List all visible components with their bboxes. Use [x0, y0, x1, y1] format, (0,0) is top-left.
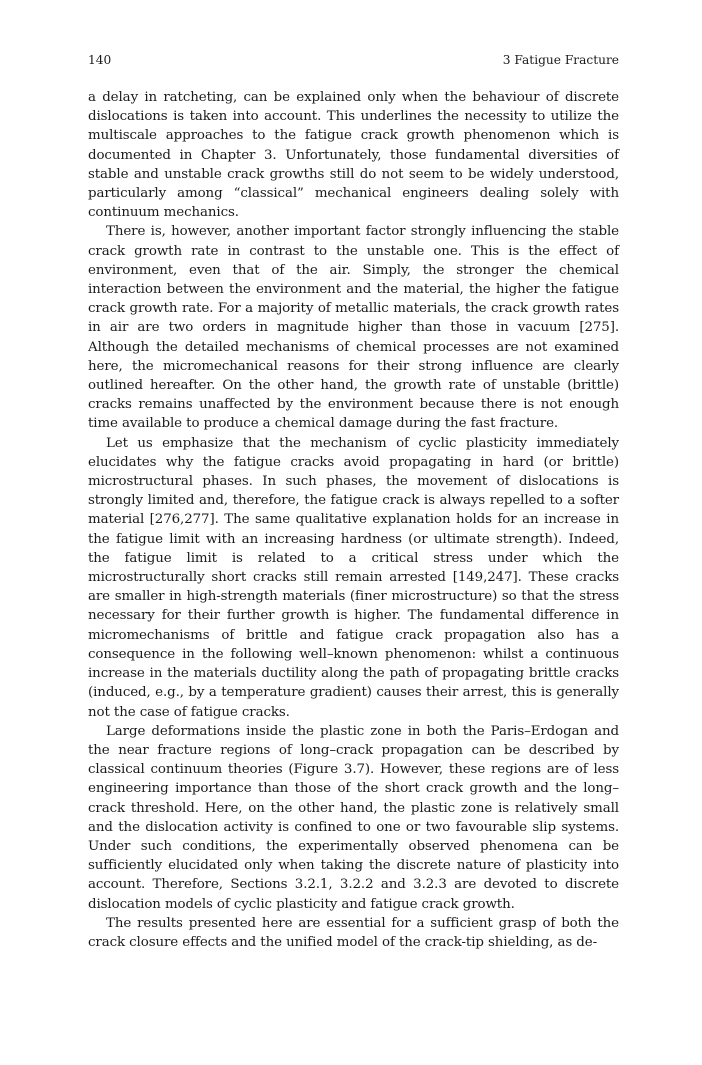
chapter-title: 3 Fatigue Fracture [502, 53, 619, 67]
book-page [88, 52, 619, 952]
running-head [88, 52, 619, 68]
page-number: 140 [88, 53, 112, 67]
paragraph-environment-effect: There is, however, another important factor strongly influencing the stable crack growth rate in contrast to the unstable one. This is the effect of environment, even that of the air. Simply, the stronger the chemical interaction between the environment and the material, the higher the fatigue crack growth rate. For a majority of metallic materials, the crack growth rates in air are two orders in magnitude higher than those in vacuum [275]. Although the detailed mechanisms of chemical processes are not examined here, the micromechanical reasons for their strong influence are clearly outlined hereafter. On the other hand, the growth rate of unstable (brittle) cracks remains unaffected by the environment because there is not enough time available to produce a chemical damage during the fast fracture. [88, 224, 619, 432]
body-text [88, 88, 619, 952]
paragraph-results: The results presented here are essential for a sufficient grasp of both the crack closure effects and the unified model of the crack-tip shielding, as de- [88, 915, 619, 950]
paragraph-large-deformations: Large deformations inside the plastic zone in both the Paris–Erdogan and the near fracture regions of long–crack propagation can be described by classical continuum theories (Figure 3.7). However, these regions are of less engineering importance than those of the short crack growth and the long–crack threshold. Here, on the other hand, the plastic zone is relatively small and the dislocation activity is confined to one or two favourable slip systems. Under such conditions, the experimentally observed phenomena can be sufficiently elucidated only when taking the discrete nature of plasticity into account. Therefore, Sections 3.2.1, 3.2.2 and 3.2.3 are devoted to discrete dislocation models of cyclic plasticity and fatigue crack growth. [88, 723, 619, 912]
paragraph-cyclic-plasticity: Let us emphasize that the mechanism of cyclic plasticity immediately elucidates why the fatigue cracks avoid propagating in hard (or brittle) microstructural phases. In such phases, the movement of dislocations is strongly limited and, therefore, the fatigue crack is always repelled to a softer material [276,277]. The same qualitative explanation holds for an increase in the fatigue limit with an increasing hardness (or ultimate strength). Indeed, the fatigue limit is related to a critical stress under which the microstructurally short cracks still remain arrested [149,247]. These cracks are smaller in high-strength materials (finer microstructure) so that the stress necessary for their further growth is higher. The fundamental difference in micromechanisms of brittle and fatigue crack propagation also has a consequence in the following well–known phenomenon: whilst a continuous increase in the materials ductility along the path of propagating brittle cracks (induced, e.g., by a temperature gradient) causes their arrest, this is generally not the case of fatigue cracks. [88, 435, 619, 720]
paragraph-continuation: a delay in ratcheting, can be explained only when the behaviour of discrete dislocations is taken into account. This underlines the necessity to utilize the multiscale approaches to the fatigue crack growth phenomenon which is documented in Chapter 3. Unfortunately, those fundamental diversities of stable and unstable crack growths still do not seem to be widely understood, particularly among “classical” mechanical engineers dealing solely with continuum mechanics. [88, 90, 619, 221]
